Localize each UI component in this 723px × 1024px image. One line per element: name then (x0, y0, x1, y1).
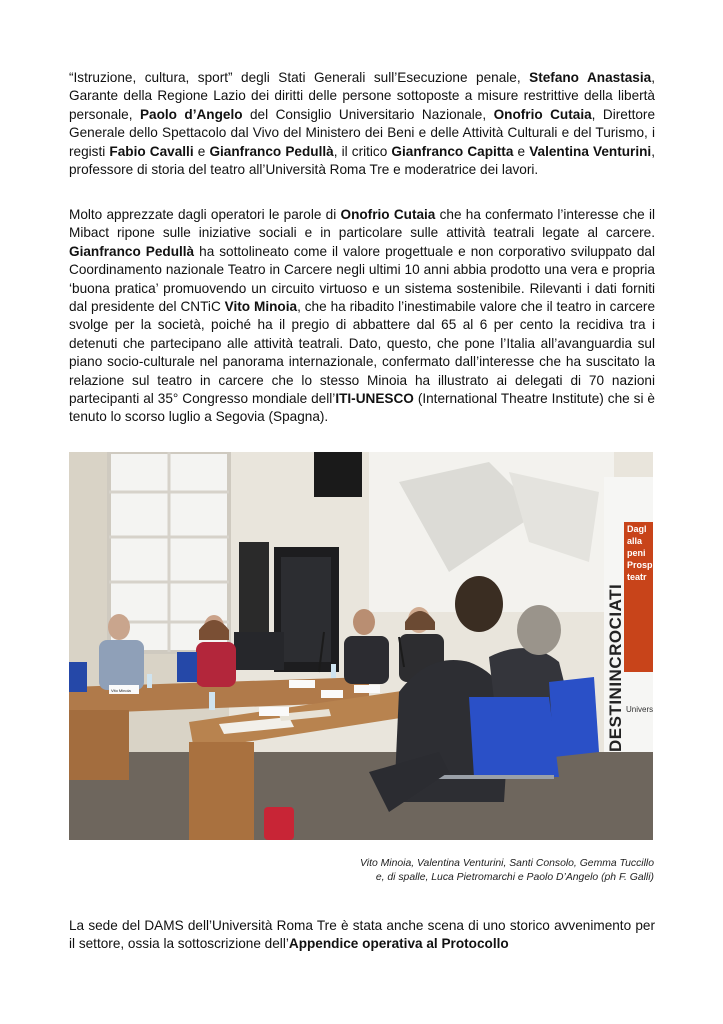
text-run: , che ha ribadito l’inestimabile valore che il teatro in carcere svolge per la società, poiché ha il pregio di abbattere dal 65 al 6 per cento la recidiva tra i detenuti che partecipano alle attività teatrali. Dato, questo, che pone l’Italia all’avanguardia sul piano socio-culturale nel panorama internazionale, confermato dall’interesse che ha suscitato la relazione sul teatro in carcere che lo stesso Minoia ha illustrato ai delegati di 70 nazioni partecipanti al 35° Congresso mondiale dell’ (69, 299, 656, 407)
text-run: che ha confermato l’interesse che il Mibact ripone sulle iniziative sociali e in particolare sulle attività teatrali legate al carcere. (69, 207, 656, 241)
bold-name: Gianfranco Pedullà (69, 243, 195, 259)
conference-photo (69, 452, 653, 840)
svg-text:teatr: teatr (627, 572, 647, 582)
bold-name: Onofrio Cutaia (493, 106, 592, 122)
nameplate (354, 685, 380, 693)
svg-text:Prosp: Prosp (627, 560, 653, 570)
svg-text:alla: alla (627, 536, 643, 546)
banner-text: DESTININCROCIATI (606, 583, 625, 752)
text-run: del Consiglio Universitario Nazionale, (242, 106, 494, 122)
text-run: , Garante della Regione Lazio dei diritti delle persone sottoposte a misure restrittive della libertà personale, (69, 70, 655, 122)
text-run: Molto apprezzate dagli operatori le parole di (69, 207, 341, 222)
nameplate (259, 707, 289, 716)
svg-text:peni: peni (627, 548, 646, 558)
caption-line-2: e, di spalle, Luca Pietromarchi e Paolo D’Angelo (ph F. Galli) (375, 872, 654, 883)
text-run: e (513, 143, 530, 159)
text-run: e (193, 143, 210, 159)
text-run: “Istruzione, cultura, sport” degli Stati Generali sull’Esecuzione penale, (69, 70, 530, 85)
nameplate (321, 690, 343, 698)
nameplate-text: Vito Minoia (111, 688, 131, 693)
banner-small-text: Univers (626, 705, 653, 714)
bold-name: Fabio Cavalli (109, 143, 194, 159)
bold-name: Onofrio Cutaia (340, 207, 436, 222)
text-run: , il critico (333, 143, 392, 159)
text-run: , Direttore Generale dello Spettacolo dal Vivo del Ministero dei Beni e delle Attività Culturali e del Turismo, i registi (69, 106, 656, 159)
bold-name: Paolo d’Angelo (139, 106, 243, 122)
text-run: (International Theatre Institute) che si è tenuto lo scorso luglio a Segovia (Spagna). (69, 391, 655, 425)
svg-text:Dagl: Dagl (627, 524, 647, 534)
bold-name: Gianfranco Capitta (391, 143, 514, 159)
bold-name: Gianfranco Pedullà (209, 143, 334, 159)
text-run: , professore di storia del teatro all’Università Roma Tre e moderatrice dei lavori. (69, 143, 655, 178)
photo-caption (254, 857, 654, 885)
bold-name: Appendice operativa al Protocollo (288, 936, 509, 952)
bold-name: ITI-UNESCO (335, 391, 414, 407)
bold-name: Vito Minoia (224, 299, 298, 315)
nameplate (289, 680, 315, 688)
paragraph-speakers (69, 69, 655, 179)
paragraph-opinions (69, 206, 655, 427)
bold-name: Stefano Anastasia (529, 70, 652, 85)
text-run: ha sottolineato come il valore progettuale e non corporativo sviluppato dal Coordinamento nazionale Teatro in Carcere negli ultimi 10 anni abbia prodotto una vera e propria ‘buona pratica’ promuovendo un circuito virtuoso e un sistema sostenibile. Rilevanti i dati forniti dal presidente del CNTiC (69, 243, 656, 315)
bold-name: Valentina Venturini (529, 143, 652, 159)
caption-line-1: Vito Minoia, Valentina Venturini, Santi Consolo, Gemma Tuccillo (360, 858, 654, 869)
text-run: La sede del DAMS dell’Università Roma Tre è stata anche scena di uno storico avvenimento per il settore, ossia la sottoscrizione dell’ (69, 918, 655, 952)
paragraph-dams (69, 917, 655, 954)
